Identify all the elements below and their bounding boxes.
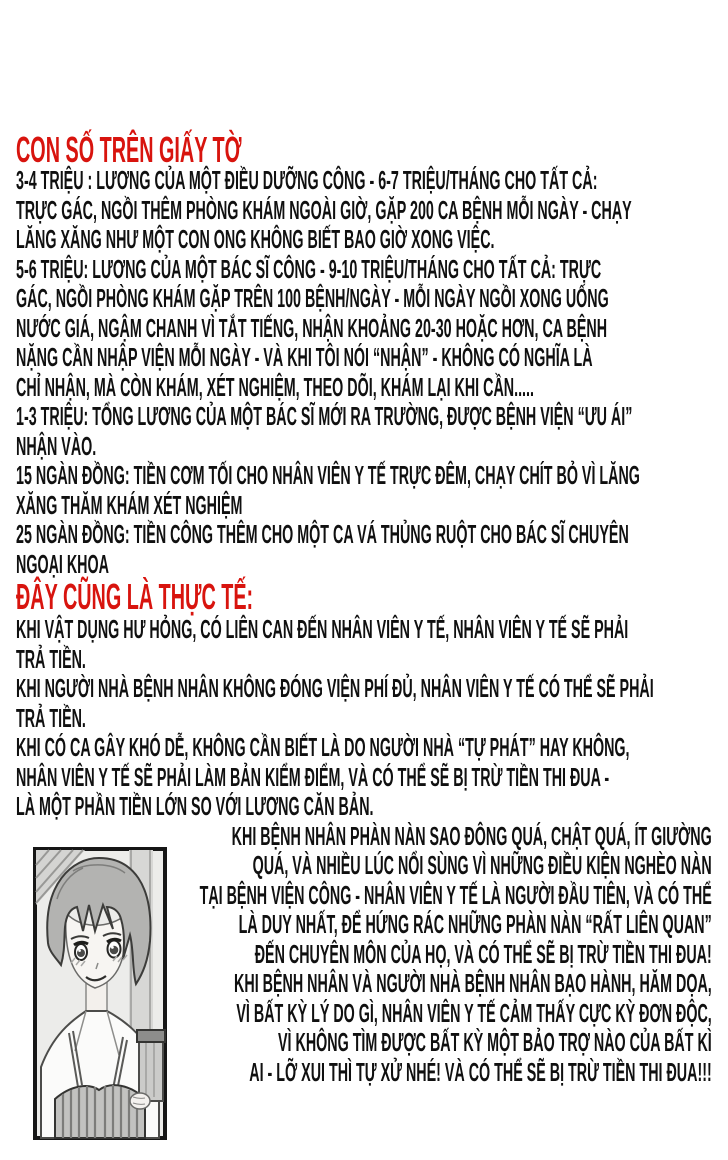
text-line: NẶNG CẦN NHẬP VIỆN MỖI NGÀY - VÀ KHI TÔI NÓI “NHẬN” - KHÔNG CÓ NGHĨA LÀ [16,342,593,372]
text-line: 5-6 TRIỆU: LƯƠNG CỦA MỘT BÁC SĨ CÔNG - 9-10 TRIỆU/THÁNG CHO TẤT CẢ: TRỰC [16,253,602,284]
text-line: XĂNG THĂM KHÁM XÉT NGHIỆM [16,489,243,520]
text-line: 3-4 TRIỆU : LƯƠNG CỦA MỘT ĐIỀU DƯỠNG CÔNG - 6-7 TRIỆU/THÁNG CHO TẤT CẢ: [16,165,598,195]
text-line-right-aligned: VÌ KHÔNG TÌM ĐƯỢC BẤT KỲ MỘT BẢO TRỢ NÀO CỦA BẤT KÌ [278,1027,712,1057]
text-line-right-aligned: AI - LỠ XUI THÌ TỰ XỬ NHÉ! VÀ CÓ THỂ SẼ BỊ TRỪ TIỀN THI ĐUA!!! [249,1056,712,1087]
text-line: 25 NGÀN ĐỒNG: TIỀN CÔNG THÊM CHO MỘT CA VÁ THỦNG RUỘT CHO BÁC SĨ CHUYÊN [16,519,629,549]
text-line: KHI CÓ CA GÂY KHÓ DỄ, KHÔNG CẦN BIẾT LÀ DO NGƯỜI NHÀ “TỰ PHÁT” HAY KHÔNG, [16,732,630,762]
text-line-right-aligned: QUÁ, VÀ NHIỀU LÚC NỔI SÙNG VÌ NHỮNG ĐIỀU KIỆN NGHÈO NÀN [252,850,712,880]
text-line: TRẢ TIỀN. [16,702,86,733]
text-line: LÀ MỘT PHẦN TIỀN LỚN SO VỚI LƯƠNG CĂN BẢN. [16,791,374,821]
text-line-right-aligned: TẠI BỆNH VIỆN CÔNG - NHÂN VIÊN Y TẾ LÀ NGƯỜI ĐẦU TIÊN, VÀ CÓ THỂ [199,879,712,910]
text-line: NHẬN VÀO. [16,430,97,461]
text-line: TRỰC GÁC, NGỒI THÊM PHÒNG KHÁM NGOÀI GIỜ, GẶP 200 CA BỆNH MỖI NGÀY - CHẠY [16,194,632,225]
text-line: LĂNG XĂNG NHƯ MỘT CON ONG KHÔNG BIẾT BAO GIỜ XONG VIỆC. [16,224,495,254]
text-line: NGOẠI KHOA [16,548,109,579]
text-line: 1-3 TRIỆU: TỔNG LƯƠNG CỦA MỘT BÁC SĨ MỚI RA TRƯỜNG, ĐƯỢC BỆNH VIỆN “ƯU ÁI” [16,401,633,431]
text-line-right-aligned: KHI BỆNH NHÂN VÀ NGƯỜI NHÀ BỆNH NHÂN BẠO HÀNH, HĂM DỌA, [234,968,712,998]
text-line: KHI NGƯỜI NHÀ BỆNH NHÂN KHÔNG ĐÓNG VIỆN PHÍ ĐỦ, NHÂN VIÊN Y TẾ CÓ THỂ SẼ PHẢI [16,673,654,703]
text-line-right-aligned: VÌ BẤT KỲ LÝ DO GÌ, NHÂN VIÊN Y TẾ CẢM THẤY CỰC KỲ ĐƠN ĐỘC, [236,997,712,1028]
text-line-right-aligned: LÀ DUY NHẤT, ĐỂ HỨNG RÁC NHỮNG PHÀN NÀN “RẤT LIÊN QUAN” [238,909,712,939]
section-heading-numbers: CON SỐ TRÊN GIẤY TỜ [16,129,242,170]
manga-illustration [33,847,167,1140]
text-line: KHI VẬT DỤNG HƯ HỎNG, CÓ LIÊN CAN ĐẾN NHÂN VIÊN Y TẾ, NHÂN VIÊN Y TẾ SẼ PHẢI [16,614,629,644]
section-heading-reality: ĐÂY CŨNG LÀ THỰC TẾ: [16,576,254,617]
text-line-right-aligned: KHI BỆNH NHÂN PHÀN NÀN SAO ĐÔNG QUÁ, CHẬT QUÁ, ÍT GIƯỜNG [231,820,712,851]
text-line: 15 NGÀN ĐỒNG: TIỀN CƠM TỐI CHO NHÂN VIÊN Y TẾ TRỰC ĐÊM, CHẠY CHÍT BỎ VÌ LĂNG [16,460,640,490]
text-line-right-aligned: ĐẾN CHUYÊN MÔN CỦA HỌ, VÀ CÓ THỂ SẼ BỊ TRỪ TIỀN THI ĐUA! [254,938,712,969]
manga-girl-panel [33,847,167,1140]
text-line: NƯỚC GIÁ, NGẬM CHANH VÌ TẮT TIẾNG, NHẬN KHOẢNG 20-30 HOẶC HƠN, CA BỆNH [16,312,608,343]
text-line: GÁC, NGỒI PHÒNG KHÁM GẶP TRÊN 100 BỆNH/NGÀY - MỖI NGÀY NGỒI XONG UỐNG [16,283,609,313]
text-line: TRẢ TIỀN. [16,643,86,674]
text-line: CHỈ NHẬN, MÀ CÒN KHÁM, XÉT NGHIỆM, THEO DÕI, KHÁM LẠI KHI CẦN..... [16,371,534,402]
text-line: NHÂN VIÊN Y TẾ SẼ PHẢI LÀM BẢN KIỂM ĐIỂM, VÀ CÓ THỂ SẼ BỊ TRỪ TIỀN THI ĐUA - [16,761,610,792]
